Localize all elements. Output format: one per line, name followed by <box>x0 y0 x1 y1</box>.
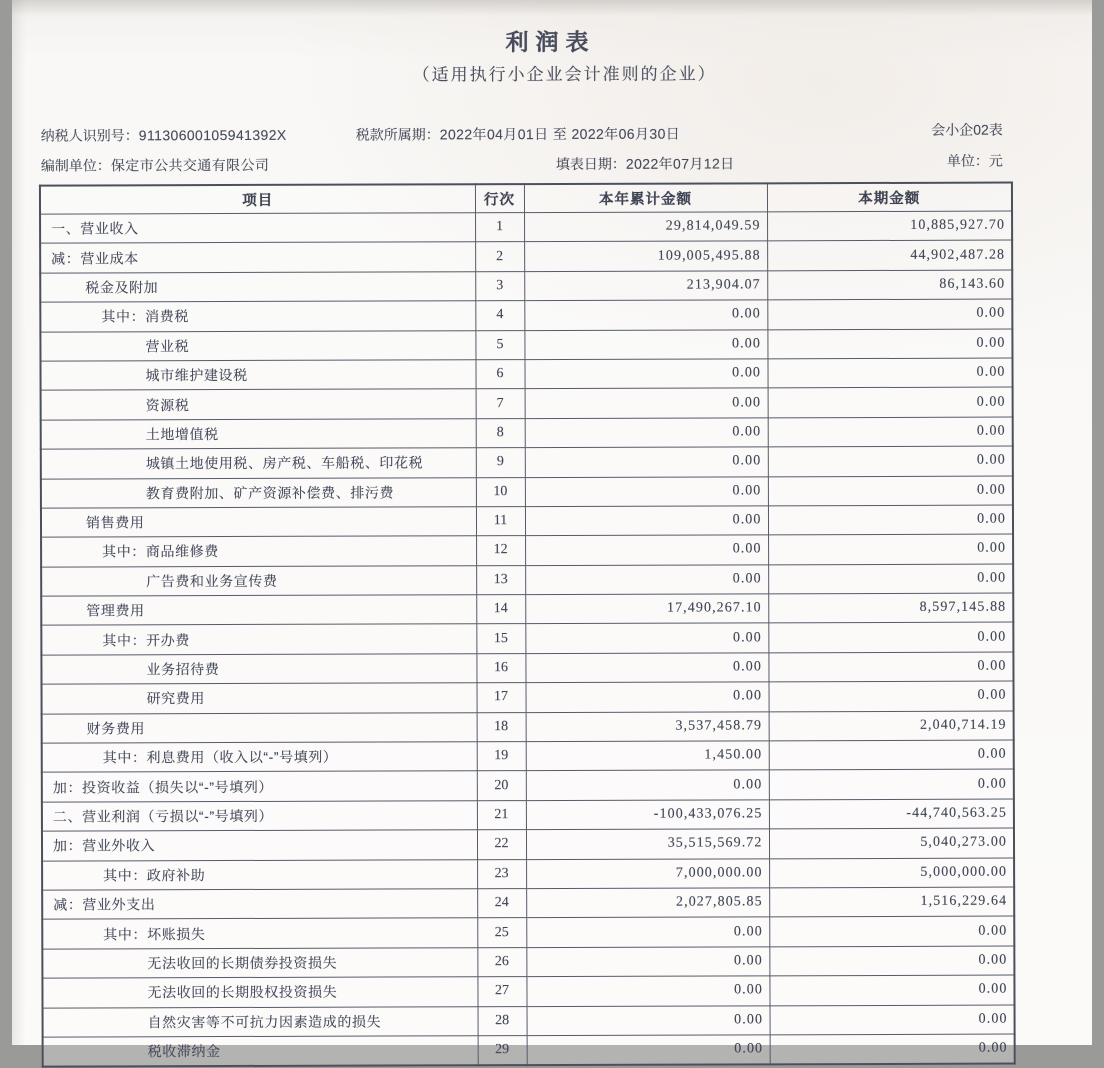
line-number-cell: 12 <box>476 536 525 566</box>
current-amount-cell: 0.00 <box>769 946 1014 976</box>
item-cell: 二、营业利润（亏损以“-”号填列） <box>42 801 477 832</box>
taxpayer-id <box>41 125 287 146</box>
table-row <box>40 329 1012 361</box>
item-cell: 自然灾害等不可抗力因素造成的损失 <box>43 1006 478 1037</box>
item-cell: 税金及附加 <box>40 272 475 303</box>
table-row <box>42 946 1014 978</box>
tax-period-label: 税款所属期： <box>355 126 440 143</box>
current-amount-cell: 0.00 <box>768 623 1013 653</box>
table-header-row <box>40 183 1012 215</box>
scanned-document-page <box>12 0 1092 1060</box>
table-row <box>42 681 1014 713</box>
col-header-current-amount: 本期金额 <box>767 183 1012 212</box>
ytd-amount-cell: 0.00 <box>526 770 769 800</box>
table-row <box>41 564 1013 596</box>
line-number-cell: 10 <box>476 477 525 507</box>
current-amount-cell: 0.00 <box>770 1034 1015 1065</box>
line-number-cell: 26 <box>477 947 526 977</box>
line-number-cell: 21 <box>477 800 526 830</box>
current-amount-cell: 0.00 <box>768 505 1013 535</box>
item-cell: 其中：利息费用（收入以“-”号填列） <box>42 742 477 773</box>
taxpayer-id-value: 91130600105941392X <box>138 126 287 144</box>
table-row <box>42 887 1014 919</box>
table-row <box>41 505 1013 537</box>
table-row <box>41 652 1013 684</box>
line-number-cell: 7 <box>476 389 525 419</box>
item-cell: 教育费附加、矿产资源补偿费、排污费 <box>41 477 476 508</box>
table-row <box>40 358 1012 390</box>
item-cell: 土地增值税 <box>41 418 476 449</box>
current-amount-cell: 0.00 <box>768 564 1013 594</box>
current-amount-cell: 0.00 <box>770 1005 1015 1035</box>
prepared-by-label: 编制单位： <box>40 157 111 174</box>
table-row <box>40 211 1012 243</box>
line-number-cell: 15 <box>476 624 525 654</box>
item-cell: 城镇土地使用税、房产税、车船税、印花税 <box>41 448 476 479</box>
current-amount-cell: 5,000,000.00 <box>769 858 1014 888</box>
line-number-cell: 2 <box>475 242 524 272</box>
current-amount-cell: -44,740,563.25 <box>769 799 1014 829</box>
line-number-cell: 5 <box>475 330 524 360</box>
item-cell: 销售费用 <box>41 507 476 538</box>
table-row <box>40 299 1012 331</box>
current-amount-cell: 8,597,145.88 <box>768 593 1013 623</box>
line-number-cell: 22 <box>477 830 526 860</box>
table-row <box>42 916 1014 948</box>
table-row <box>42 975 1014 1007</box>
tax-period-value: 2022年04月01日 至 2022年06月30日 <box>439 125 681 143</box>
table-body <box>40 211 1015 1067</box>
ytd-amount-cell: 213,904.07 <box>524 271 767 301</box>
table-row <box>42 799 1014 831</box>
current-amount-cell: 0.00 <box>767 329 1012 359</box>
current-amount-cell: 0.00 <box>768 446 1013 476</box>
current-amount-cell: 0.00 <box>769 769 1014 799</box>
ytd-amount-cell: 0.00 <box>525 623 768 653</box>
current-amount-cell: 5,040,273.00 <box>769 828 1014 858</box>
ytd-amount-cell: 0.00 <box>524 329 767 359</box>
table-row <box>43 1034 1015 1067</box>
item-cell: 资源税 <box>41 389 476 420</box>
table-row <box>40 240 1012 272</box>
ytd-amount-cell: 109,005,495.88 <box>524 241 767 271</box>
ytd-amount-cell: -100,433,076.25 <box>526 800 769 830</box>
taxpayer-id-label: 纳税人识别号： <box>40 127 139 144</box>
unit-label: 单位：元 <box>946 152 1003 169</box>
item-cell: 研究费用 <box>42 683 477 714</box>
ytd-amount-cell: 0.00 <box>526 682 769 712</box>
ytd-amount-cell: 2,027,805.85 <box>526 888 769 918</box>
item-cell: 广告费和业务宣传费 <box>41 565 476 596</box>
item-cell: 一、营业收入 <box>40 213 475 244</box>
form-code: 会小企02表 <box>931 121 1003 138</box>
item-cell: 业务招待费 <box>41 654 476 685</box>
table-row <box>41 417 1013 449</box>
ytd-amount-cell: 29,814,049.59 <box>524 212 767 242</box>
table-row <box>42 711 1014 743</box>
ytd-amount-cell: 0.00 <box>525 447 768 477</box>
ytd-amount-cell: 0.00 <box>525 535 768 565</box>
item-cell: 减：营业成本 <box>40 242 475 273</box>
line-number-cell: 29 <box>478 1036 527 1066</box>
table-row <box>41 476 1013 508</box>
line-number-cell: 11 <box>476 506 525 536</box>
ytd-amount-cell: 0.00 <box>524 300 767 330</box>
ytd-amount-cell: 0.00 <box>525 565 768 595</box>
item-cell: 其中：开办费 <box>41 624 476 655</box>
line-number-cell: 20 <box>477 771 526 801</box>
table-row <box>42 828 1014 860</box>
line-number-cell: 19 <box>477 742 526 772</box>
line-number-cell: 9 <box>476 448 525 478</box>
ytd-amount-cell: 0.00 <box>527 1005 770 1035</box>
ytd-amount-cell: 1,450.00 <box>526 741 769 771</box>
item-cell: 管理费用 <box>41 595 476 626</box>
current-amount-cell: 0.00 <box>769 681 1014 711</box>
item-cell: 其中：坏账损失 <box>42 918 477 949</box>
line-number-cell: 4 <box>475 301 524 331</box>
line-number-cell: 6 <box>475 360 524 390</box>
current-amount-cell: 0.00 <box>768 652 1013 682</box>
line-number-cell: 23 <box>477 859 526 889</box>
current-amount-cell: 0.00 <box>768 387 1013 417</box>
item-cell: 加：投资收益（损失以“-”号填列） <box>42 771 477 802</box>
line-number-cell: 16 <box>476 653 525 683</box>
current-amount-cell: 0.00 <box>769 916 1014 946</box>
ytd-amount-cell: 17,490,267.10 <box>525 594 768 624</box>
line-number-cell: 27 <box>477 977 526 1007</box>
income-statement-table <box>39 182 1016 1068</box>
ytd-amount-cell: 35,515,569.72 <box>526 829 769 859</box>
item-cell: 无法收回的长期股权投资损失 <box>42 977 477 1008</box>
current-amount-cell: 2,040,714.19 <box>769 711 1014 741</box>
table-row <box>42 769 1014 801</box>
item-cell: 加：营业外收入 <box>42 830 477 861</box>
line-number-cell: 1 <box>475 213 524 243</box>
col-header-ytd-amount: 本年累计金额 <box>524 183 767 212</box>
line-number-cell: 3 <box>475 271 524 301</box>
table-row <box>41 534 1013 566</box>
table-row <box>41 623 1013 655</box>
item-cell: 城市维护建设税 <box>40 360 475 391</box>
table-row <box>41 593 1013 625</box>
table-row <box>42 740 1014 772</box>
fill-date <box>556 153 735 174</box>
line-number-cell: 17 <box>477 683 526 713</box>
current-amount-cell: 86,143.60 <box>767 270 1012 300</box>
page-title: 利润表 <box>505 28 596 56</box>
ytd-amount-cell: 0.00 <box>527 1035 770 1066</box>
ytd-amount-cell: 0.00 <box>525 506 768 536</box>
line-number-cell: 28 <box>478 1006 527 1036</box>
table-row <box>43 1005 1015 1037</box>
item-cell: 其中：消费税 <box>40 301 475 332</box>
page-subtitle: （适用执行小企业会计准则的企业） <box>412 64 717 85</box>
ytd-amount-cell: 0.00 <box>525 476 768 506</box>
col-header-item: 项目 <box>40 184 475 214</box>
current-amount-cell: 0.00 <box>768 417 1013 447</box>
fill-date-label: 填表日期： <box>555 155 626 172</box>
ytd-amount-cell: 0.00 <box>526 947 769 977</box>
current-amount-cell: 10,885,927.70 <box>767 211 1012 241</box>
current-amount-cell: 0.00 <box>767 299 1012 329</box>
current-amount-cell: 0.00 <box>767 358 1012 388</box>
ytd-amount-cell: 3,537,458.79 <box>526 711 769 741</box>
income-statement-sheet <box>10 0 1093 1060</box>
current-amount-cell: 44,902,487.28 <box>767 240 1012 270</box>
ytd-amount-cell: 7,000,000.00 <box>526 858 769 888</box>
item-cell: 税收滞纳金 <box>43 1036 478 1067</box>
ytd-amount-cell: 0.00 <box>524 359 767 389</box>
current-amount-cell: 0.00 <box>768 476 1013 506</box>
table-row <box>40 270 1012 302</box>
col-header-line-number: 行次 <box>475 184 524 213</box>
current-amount-cell: 1,516,229.64 <box>769 887 1014 917</box>
item-cell: 无法收回的长期债券投资损失 <box>42 948 477 979</box>
item-cell: 减：营业外支出 <box>42 889 477 920</box>
current-amount-cell: 0.00 <box>768 534 1013 564</box>
line-number-cell: 14 <box>476 595 525 625</box>
line-number-cell: 25 <box>477 918 526 948</box>
ytd-amount-cell: 0.00 <box>526 917 769 947</box>
ytd-amount-cell: 0.00 <box>525 653 768 683</box>
item-cell: 其中：政府补助 <box>42 859 477 890</box>
table-row <box>41 446 1013 478</box>
ytd-amount-cell: 0.00 <box>525 388 768 418</box>
line-number-cell: 24 <box>477 889 526 919</box>
fill-date-value: 2022年07月12日 <box>625 155 735 172</box>
tax-period <box>356 124 680 145</box>
prepared-by <box>41 155 269 176</box>
item-cell: 营业税 <box>40 330 475 361</box>
ytd-amount-cell: 0.00 <box>526 976 769 1006</box>
line-number-cell: 13 <box>476 565 525 595</box>
ytd-amount-cell: 0.00 <box>525 418 768 448</box>
prepared-by-value: 保定市公共交通有限公司 <box>110 156 270 174</box>
item-cell: 财务费用 <box>42 712 477 743</box>
line-number-cell: 8 <box>476 418 525 448</box>
line-number-cell: 18 <box>477 712 526 742</box>
current-amount-cell: 0.00 <box>769 740 1014 770</box>
current-amount-cell: 0.00 <box>769 975 1014 1005</box>
item-cell: 其中：商品维修费 <box>41 536 476 567</box>
table-row <box>41 387 1013 419</box>
table-row <box>42 858 1014 890</box>
